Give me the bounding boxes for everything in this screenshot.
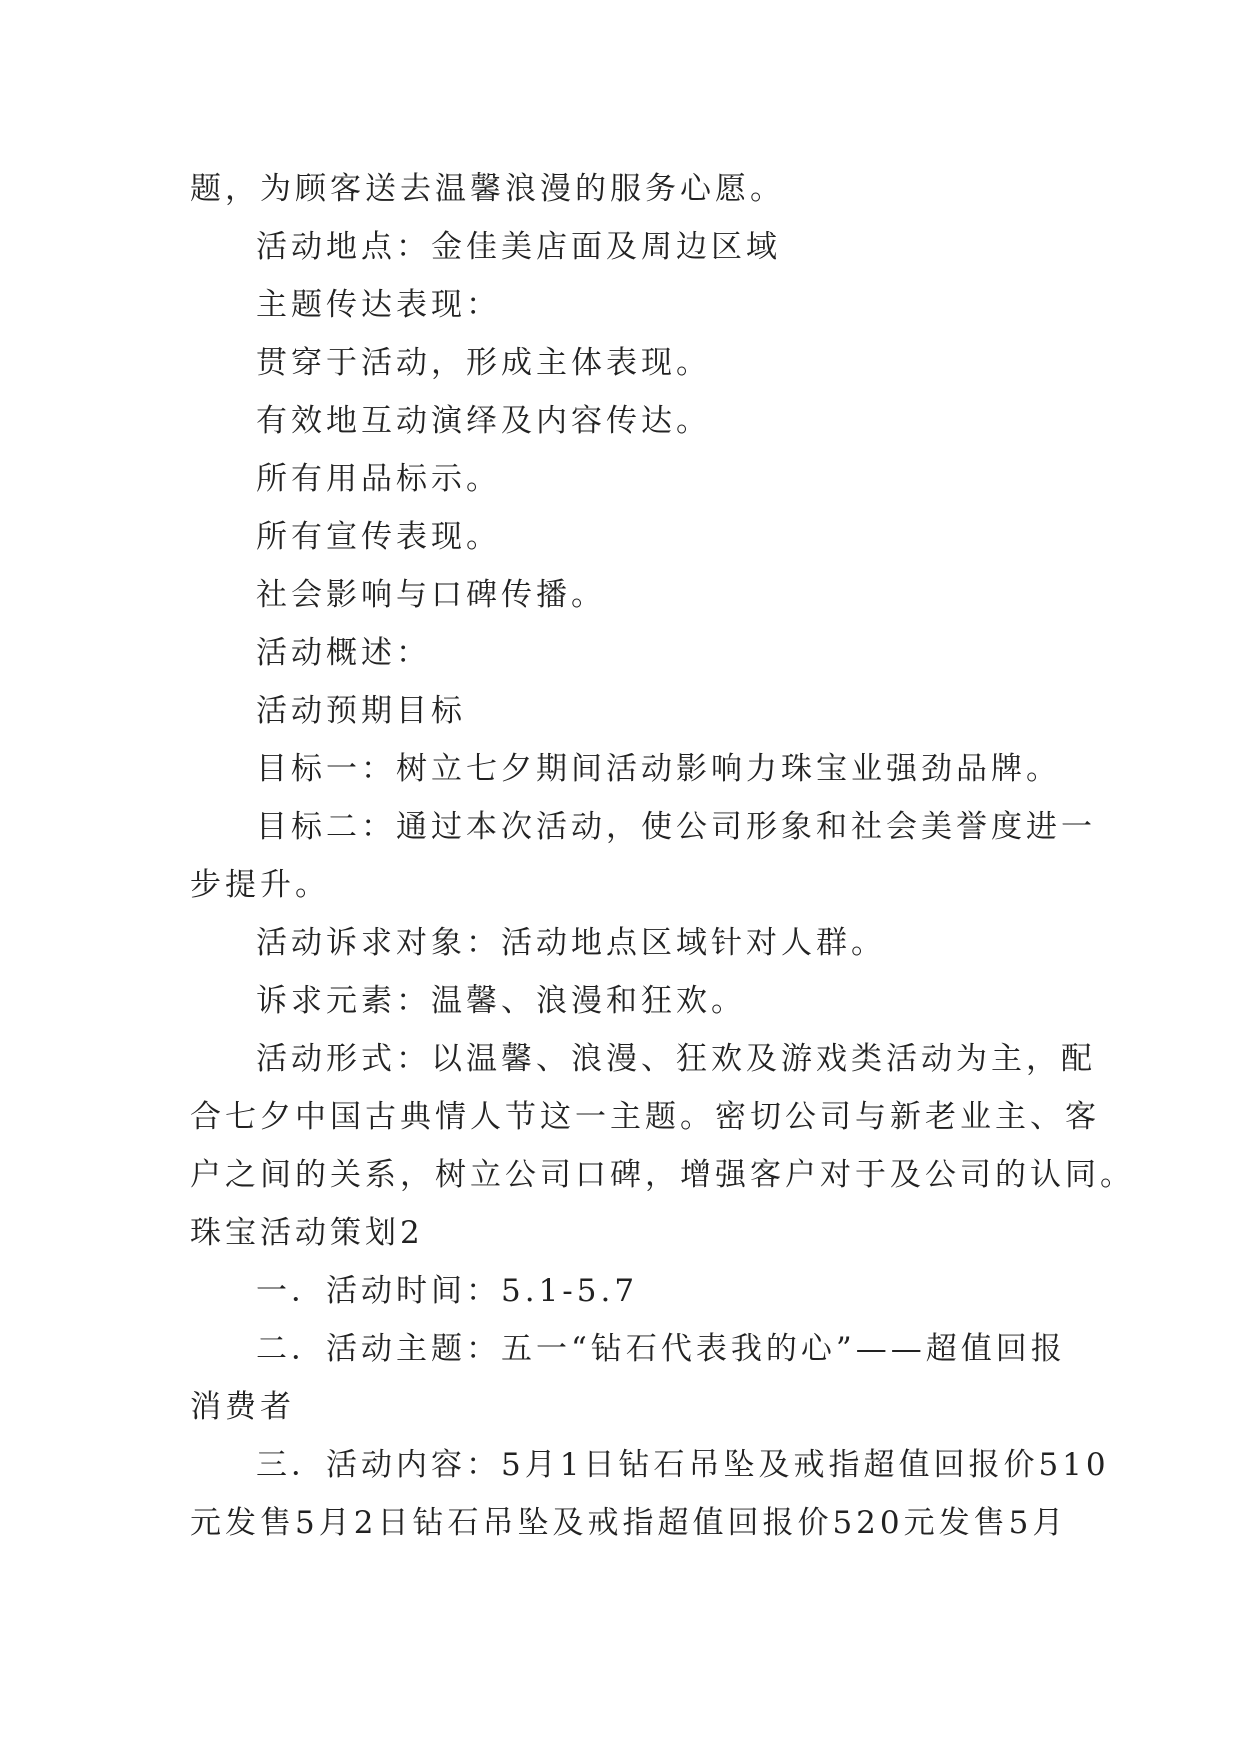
text-line: 活动预期目标 xyxy=(256,693,466,729)
text-line: 目标二：通过本次活动，使公司形象和社会美誉度进一 xyxy=(256,809,1096,845)
document-body xyxy=(190,160,1135,1552)
text-line: 有效地互动演绎及内容传达。 xyxy=(256,403,711,439)
text-line: 合七夕中国古典情人节这一主题。密切公司与新老业主、客 xyxy=(190,1099,1100,1135)
text-line: 活动地点：金佳美店面及周边区域 xyxy=(256,229,781,265)
text-line: 题，为顾客送去温馨浪漫的服务心愿。 xyxy=(190,171,785,207)
text-line: 消费者 xyxy=(190,1389,295,1425)
text-line: 目标一：树立七夕期间活动影响力珠宝业强劲品牌。 xyxy=(256,751,1061,787)
text-line: 珠宝活动策划2 xyxy=(190,1215,424,1251)
text-line: 所有用品标示。 xyxy=(256,461,501,497)
text-line: 活动形式：以温馨、浪漫、狂欢及游戏类活动为主，配 xyxy=(256,1041,1096,1077)
text-line: 社会影响与口碑传播。 xyxy=(256,577,606,613)
text-line: 所有宣传表现。 xyxy=(256,519,501,555)
text-line: 主题传达表现： xyxy=(256,287,501,323)
text-line: 诉求元素：温馨、浪漫和狂欢。 xyxy=(256,983,746,1019)
text-line: 元发售5月2日钻石吊坠及戒指超值回报价520元发售5月 xyxy=(190,1505,1068,1541)
text-line: 一．活动时间：5.1-5.7 xyxy=(256,1273,639,1309)
text-line: 贯穿于活动，形成主体表现。 xyxy=(256,345,711,381)
text-line: 二．活动主题：五一“钻石代表我的心”——超值回报 xyxy=(256,1331,1066,1367)
text-line: 活动概述： xyxy=(256,635,431,671)
text-line: 三．活动内容：5月1日钻石吊坠及戒指超值回报价510 xyxy=(256,1447,1110,1483)
text-line: 步提升。 xyxy=(190,867,330,903)
text-line: 活动诉求对象：活动地点区域针对人群。 xyxy=(256,925,886,961)
text-line: 户之间的关系，树立公司口碑，增强客户对于及公司的认同。 xyxy=(190,1157,1135,1193)
